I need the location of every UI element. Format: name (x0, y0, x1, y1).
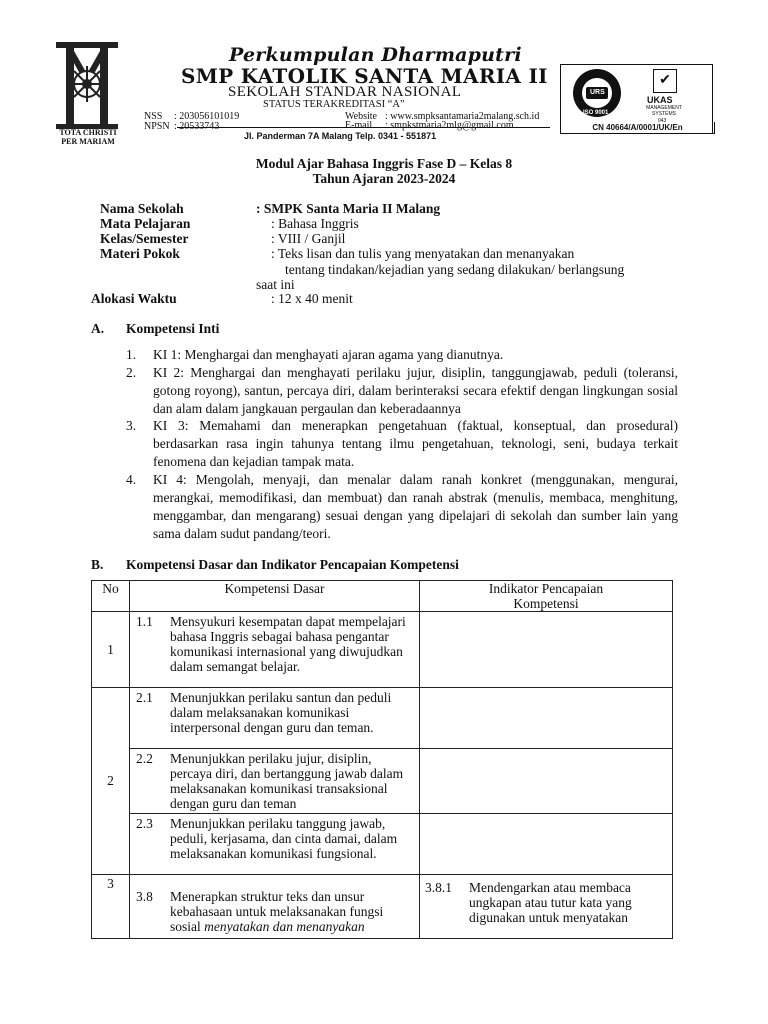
kd-cell (130, 688, 420, 749)
kd-text: Menunjukkan perilaku jujur, disiplin, percaya diri, dan bertanggung jawab dalam melaksanakan komunikasi transaksional dengan guru dan teman (170, 751, 404, 811)
document-title: Modul Ajar Bahasa Inggris Fase D – Kelas 8 (255, 156, 513, 171)
kd-number: 1.1 (136, 614, 153, 629)
time-label: Alokasi Waktu (91, 291, 177, 306)
header-ipk-line1: Indikator Pencapaian (488, 581, 604, 596)
row-number: 1 (92, 612, 130, 688)
subject-label: Mata Pelajaran (100, 216, 191, 231)
section-b-letter: B. (91, 557, 104, 572)
topic-value-line2: tentang tindakan/kejadian yang sedang dilakukan/ berlangsung (285, 262, 625, 277)
website-label: Website (345, 111, 377, 122)
school-crest-logo (52, 40, 122, 152)
ipk-text: Mendengarkan atau membaca ungkapan atau tutur kata yang digunakan untuk menyatakan (469, 880, 632, 925)
npsn-label: NPSN (144, 121, 170, 132)
list-item-number: 2. (126, 365, 137, 380)
topic-value-line1: : Teks lisan dan tulis yang menyatakan dan menanyakan (271, 246, 575, 261)
kd-number: 2.3 (136, 816, 153, 831)
kd-text (170, 889, 419, 934)
school-label: Nama Sekolah (100, 201, 184, 216)
class-value: : VIII / Ganjil (271, 231, 346, 246)
kd-number: 3.8 (136, 889, 153, 904)
header-no: No (92, 581, 130, 612)
kd-text-italic: menyatakan dan menanyakan (204, 919, 365, 934)
table-row (92, 612, 673, 688)
ipk-cell (420, 749, 673, 814)
certificate-number: CN 40664/A/0001/UK/En (560, 122, 715, 134)
row-number: 3 (92, 875, 130, 939)
nss-label: NSS (144, 111, 163, 122)
kd-text: Menunjukkan perilaku tanggung jawab, peduli, kerjasama, dan cinta damai, dalam melaksanakan komunikasi fungsional. (170, 816, 398, 861)
kd-number: 2.2 (136, 751, 153, 766)
table-header-row (92, 581, 673, 612)
ukas-code: 043 (658, 118, 667, 124)
ipk-cell (420, 814, 673, 875)
header-ipk-line2: Kompetensi (513, 596, 579, 611)
kd-cell (130, 612, 420, 688)
ipk-cell (420, 688, 673, 749)
school-address: Jl. Panderman 7A Malang Telp. 0341 - 551871 (244, 131, 437, 141)
school-name: SMP KATOLIK SANTA MARIA II (181, 64, 548, 88)
section-a-letter: A. (91, 321, 105, 336)
time-value: : 12 x 40 menit (271, 291, 353, 306)
list-item-text: KI 2: Menghargai dan menghayati perilaku jujur, disiplin, tanggungjawab, peduli (toleransi, gotong royong), santun, percaya diri, dalam berinteraksi secara efektif dengan lingkungan sosial dan alam dalam jangkauan pergaulan dan keberadaannya (153, 365, 678, 416)
list-item-number: 1. (126, 347, 137, 362)
header-divider (177, 127, 550, 128)
header-ipk (420, 581, 673, 612)
table-row (92, 688, 673, 749)
ipk-cell (420, 612, 673, 688)
school-subtitle: SEKOLAH STANDAR NASIONAL (228, 84, 462, 100)
list-item (126, 417, 678, 471)
ipk-cell (420, 875, 673, 939)
list-item (126, 471, 678, 543)
kd-cell (130, 814, 420, 875)
nss-value: : 203056101019 (174, 111, 240, 122)
kd-text: Menunjukkan perilaku santun dan peduli dalam melaksanakan komunikasi interpersonal dengan guru dan teman. (170, 690, 392, 735)
academic-year: Tahun Ajaran 2023-2024 (312, 171, 456, 186)
iso-label: ISO 9001 (583, 110, 609, 116)
kd-cell (130, 749, 420, 814)
website-value: : www.smpksantamaria2malang.sch.id (385, 111, 540, 122)
topic-label: Materi Pokok (100, 246, 180, 261)
header-kd: Kompetensi Dasar (130, 581, 420, 612)
email-value: : smpkstmaria2mlg@gmail.com (385, 120, 514, 131)
topic-value-line3: saat ini (256, 277, 295, 292)
npsn-value: : 20533743 (174, 121, 220, 132)
section-b-title: Kompetensi Dasar dan Indikator Pencapaian Kompetensi (126, 557, 459, 572)
ukas-subtitle: MANAGEMENT SYSTEMS (646, 105, 682, 117)
school-value: : SMPK Santa Maria II Malang (256, 201, 441, 216)
competency-table (91, 580, 673, 939)
kd-cell (130, 875, 420, 939)
table-row (92, 749, 673, 814)
section-a-title: Kompetensi Inti (126, 321, 220, 336)
list-item-text: KI 1: Menghargai dan menghayati ajaran agama yang dianutnya. (153, 347, 504, 362)
list-item (126, 346, 678, 364)
row-number: 2 (92, 688, 130, 875)
organization-name: Perkumpulan Dharmaputri (229, 44, 522, 66)
accreditation-status: STATUS TERAKREDITASI “A” (263, 99, 405, 110)
checkmark-crown-icon: ✔ (653, 69, 677, 93)
list-item-text: KI 3: Memahami dan menerapkan pengetahuan (faktual, konseptual, dan prosedural) berdasarkan rasa ingin tahunya tentang ilmu pengetahuan, teknologi, seni, budaya terkait fenomena dan kejadian tampak mata. (153, 418, 678, 469)
urs-label: URS (590, 89, 605, 96)
list-item (126, 364, 678, 418)
kd-number: 2.1 (136, 690, 153, 705)
list-item-number: 4. (126, 472, 137, 487)
kd-text-regular: Menerapkan struktur teks dan unsur kebahasaan untuk melaksanakan fungsi sosial (170, 889, 384, 934)
list-item-text: KI 4: Mengolah, menyaji, dan menalar dalam ranah konkret (menggunakan, mengurai, merangkai, memodifikasi, dan membuat) dan ranah abstrak (menulis, membaca, menghitung, menggambar, dan mengarang) sesuai dengan yang dipelajari di sekolah dan sumber lain yang sama dalam sudut pandang/teori. (153, 472, 678, 541)
subject-value: : Bahasa Inggris (271, 216, 359, 231)
list-item-number: 3. (126, 418, 137, 433)
table-row (92, 875, 673, 939)
kd-text: Mensyukuri kesempatan dapat mempelajari bahasa Inggris sebagai bahasa pengantar komunikasi internasional yang diwujudkan dalam semangat belajar. (170, 614, 406, 674)
class-label: Kelas/Semester (100, 231, 189, 246)
ipk-number: 3.8.1 (425, 880, 452, 895)
email-label: E-mail (345, 120, 373, 131)
crest-motto: TOTA CHRISTI PER MARIAM (59, 128, 117, 146)
table-row (92, 814, 673, 875)
ukas-label: UKAS (647, 95, 673, 105)
